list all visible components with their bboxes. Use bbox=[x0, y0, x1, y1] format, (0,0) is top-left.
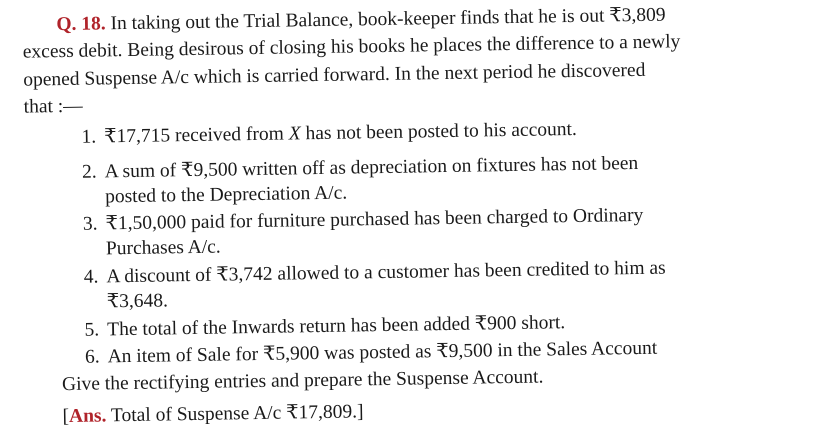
question-text-line: that :— bbox=[23, 95, 83, 118]
item-number: 5. bbox=[84, 319, 100, 341]
instruction-line: Give the rectifying entries and prepare the Suspense Account. bbox=[61, 366, 544, 396]
question-text-line: excess debit. Being desirous of closing his books he places the difference to a newly bbox=[22, 31, 681, 63]
answer-text: Total of Suspense A/c ₹17,809.] bbox=[106, 401, 364, 427]
answer-line bbox=[62, 400, 363, 429]
item-number: 4. bbox=[83, 266, 99, 288]
item-text: ₹1,50,000 paid for furniture purchased has been charged to Ordinary bbox=[105, 204, 644, 235]
question-line-4 bbox=[24, 95, 83, 120]
item-text: A discount of ₹3,742 allowed to a customer has been credited to him as bbox=[106, 257, 666, 288]
answer-label: Ans. bbox=[68, 405, 107, 427]
question-label: Q. 18. bbox=[56, 13, 106, 36]
item-text-part: ₹17,715 received from bbox=[103, 123, 289, 148]
item-text bbox=[104, 118, 577, 149]
item-text: A sum of ₹9,500 written off as depreciation on fixtures has not been bbox=[104, 152, 639, 183]
item-text: An item of Sale for ₹5,900 was posted as ₹9,500 in the Sales Account bbox=[107, 337, 658, 368]
item-number: 1. bbox=[81, 126, 97, 148]
item-text-party: X bbox=[288, 123, 301, 145]
question-text-line: In taking out the Trial Balance, book-keeper finds that he is out ₹3,809 bbox=[110, 4, 666, 35]
item-text: ₹3,648. bbox=[106, 290, 169, 313]
item-number: 6. bbox=[84, 346, 100, 368]
item-text: Purchases A/c. bbox=[105, 236, 221, 260]
item-number: 3. bbox=[82, 213, 98, 235]
answer-open-bracket: [ bbox=[62, 405, 70, 428]
item-text-part: has not been posted to his account. bbox=[300, 118, 577, 145]
item-number: 2. bbox=[81, 161, 97, 183]
item-text: The total of the Inwards return has been added ₹900 short. bbox=[107, 312, 566, 341]
item-text: posted to the Depreciation A/c. bbox=[104, 182, 348, 208]
question-text-line: opened Suspense A/c which is carried forward. In the next period he discovered bbox=[23, 59, 646, 91]
